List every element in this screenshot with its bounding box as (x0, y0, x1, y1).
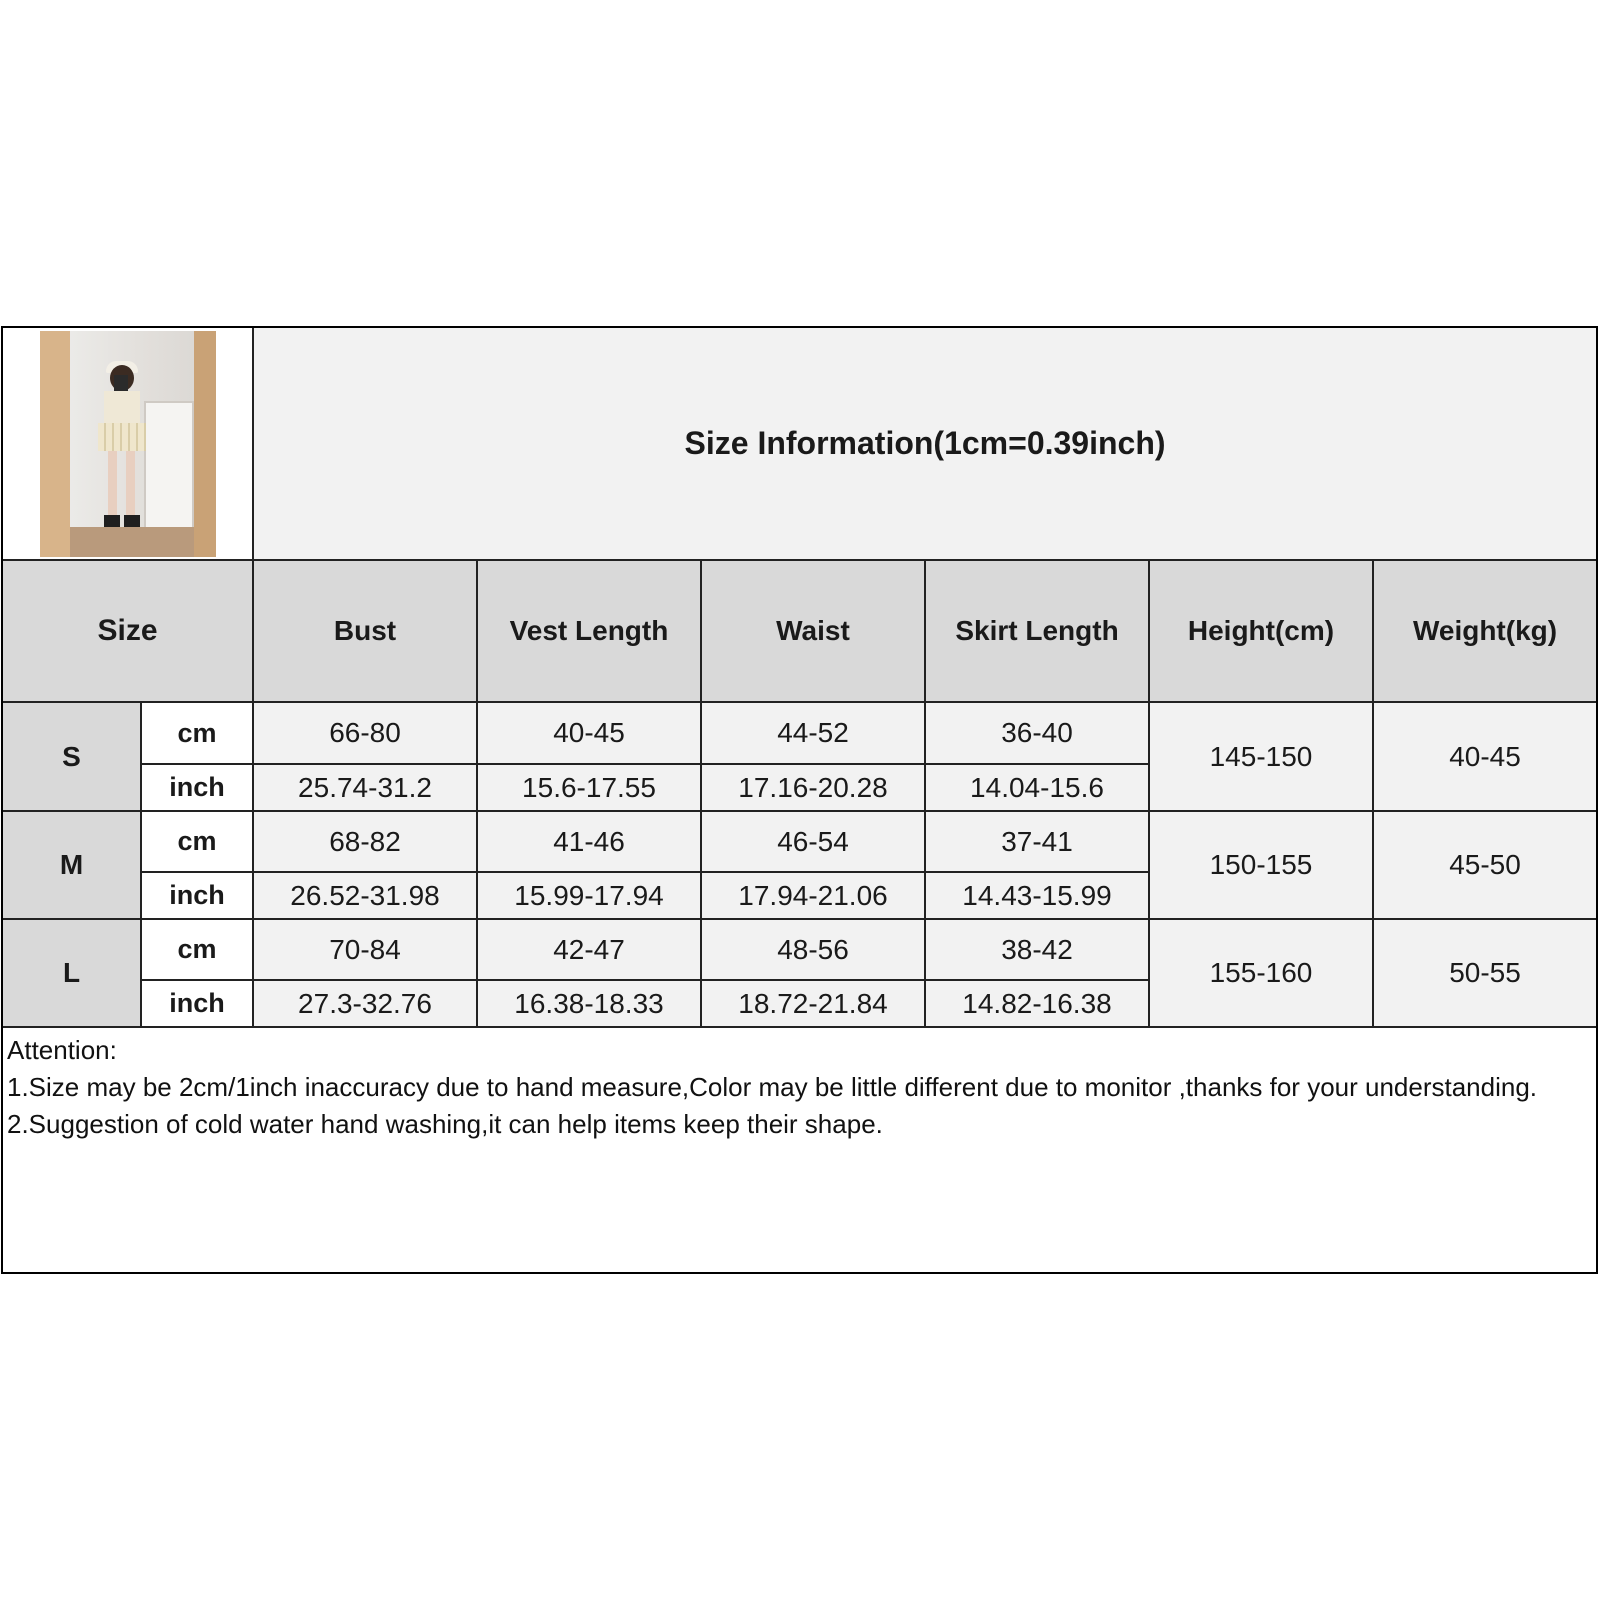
value-cell: 68-82 (253, 811, 477, 872)
value-cell: 70-84 (253, 919, 477, 980)
header-bust: Bust (253, 560, 477, 702)
value-cell: 36-40 (925, 702, 1149, 764)
value-cell: 46-54 (701, 811, 925, 872)
height-value: 150-155 (1149, 811, 1373, 919)
note-line-1: 1.Size may be 2cm/1inch inaccuracy due to hand measure,Color may be little different due to monitor ,thanks for your understanding. (7, 1072, 1538, 1102)
value-cell: 14.04-15.6 (925, 764, 1149, 811)
unit-cm: cm (141, 702, 253, 764)
header-size: Size (3, 560, 253, 702)
unit-cm: cm (141, 919, 253, 980)
value-cell: 66-80 (253, 702, 477, 764)
size-table (3, 328, 1596, 1028)
value-cell: 15.6-17.55 (477, 764, 701, 811)
value-cell: 16.38-18.33 (477, 980, 701, 1027)
product-photo (40, 331, 216, 557)
value-cell: 14.82-16.38 (925, 980, 1149, 1027)
header-waist: Waist (701, 560, 925, 702)
value-cell: 27.3-32.76 (253, 980, 477, 1027)
header-height: Height(cm) (1149, 560, 1373, 702)
page-title: Size Information(1cm=0.39inch) (253, 328, 1596, 560)
header-vest-length: Vest Length (477, 560, 701, 702)
value-cell: 17.94-21.06 (701, 872, 925, 919)
value-cell: 26.52-31.98 (253, 872, 477, 919)
value-cell: 14.43-15.99 (925, 872, 1149, 919)
table-row (3, 919, 1596, 980)
size-label-s: S (3, 702, 141, 811)
value-cell: 18.72-21.84 (701, 980, 925, 1027)
weight-value: 45-50 (1373, 811, 1596, 919)
value-cell: 25.74-31.2 (253, 764, 477, 811)
table-row (3, 702, 1596, 764)
weight-value: 50-55 (1373, 919, 1596, 1027)
note-line-2: 2.Suggestion of cold water hand washing,it can help items keep their shape. (7, 1109, 883, 1139)
size-label-m: M (3, 811, 141, 919)
height-value: 145-150 (1149, 702, 1373, 811)
notes-heading: Attention: (7, 1035, 117, 1065)
unit-cm: cm (141, 811, 253, 872)
weight-value: 40-45 (1373, 702, 1596, 811)
size-chart (1, 326, 1598, 1274)
attention-notes (7, 1032, 1587, 1143)
table-row (3, 811, 1596, 872)
header-weight: Weight(kg) (1373, 560, 1596, 702)
value-cell: 41-46 (477, 811, 701, 872)
value-cell: 38-42 (925, 919, 1149, 980)
header-skirt-length: Skirt Length (925, 560, 1149, 702)
size-label-l: L (3, 919, 141, 1027)
value-cell: 40-45 (477, 702, 701, 764)
value-cell: 44-52 (701, 702, 925, 764)
unit-inch: inch (141, 764, 253, 811)
value-cell: 48-56 (701, 919, 925, 980)
unit-inch: inch (141, 980, 253, 1027)
value-cell: 37-41 (925, 811, 1149, 872)
photo-cell (3, 328, 253, 560)
unit-inch: inch (141, 872, 253, 919)
value-cell: 42-47 (477, 919, 701, 980)
height-value: 155-160 (1149, 919, 1373, 1027)
value-cell: 15.99-17.94 (477, 872, 701, 919)
value-cell: 17.16-20.28 (701, 764, 925, 811)
